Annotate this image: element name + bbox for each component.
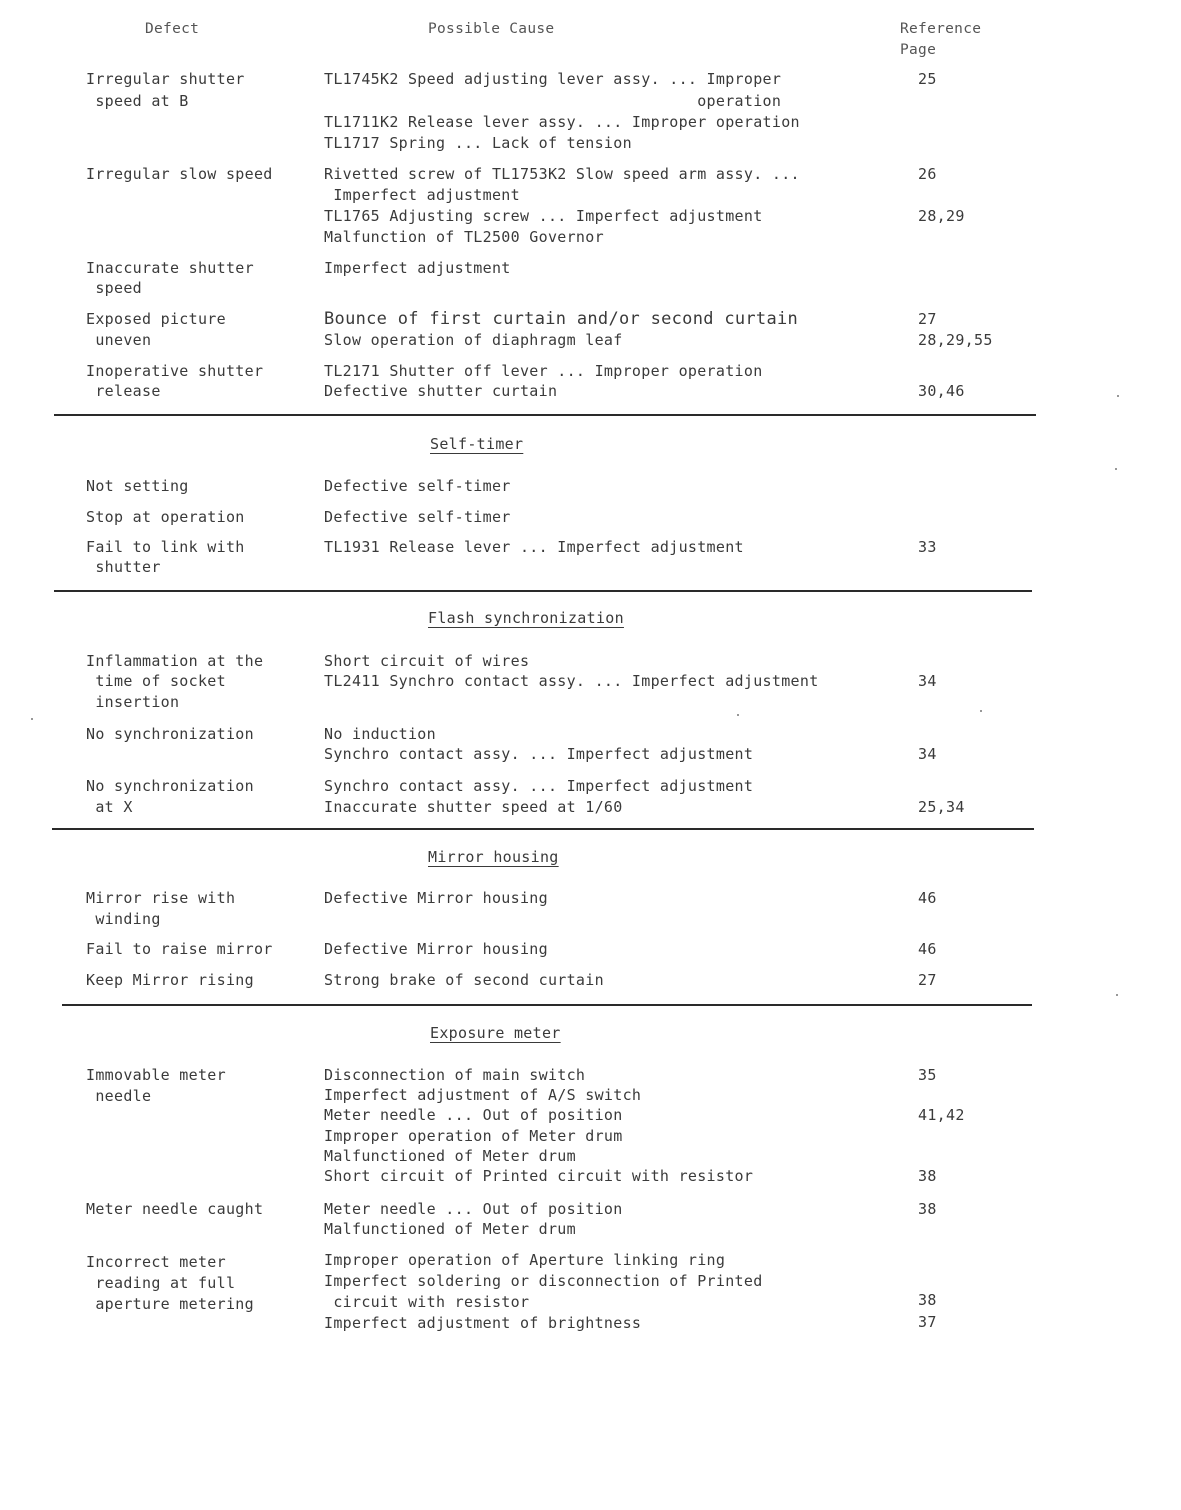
defect-label: winding [86, 910, 161, 928]
cause-text: Defective Mirror housing [324, 889, 548, 907]
cause-text: TL1765 Adjusting screw ... Imperfect adjustment [324, 207, 763, 225]
column-header-possible-cause: Possible Cause [428, 21, 555, 37]
defect-label: time of socket [86, 672, 226, 690]
cause-text: Improper operation of Meter drum [324, 1127, 623, 1145]
cause-text: TL1711K2 Release lever assy. ... Improper operation [324, 113, 800, 131]
defect-label: Fail to link with [86, 538, 245, 556]
defect-label: Meter needle caught [86, 1200, 264, 1218]
reference-page: 35 [918, 1066, 937, 1084]
defect-label: Mirror rise with [86, 889, 236, 907]
scan-speck [737, 714, 739, 716]
defect-label: Immovable meter [86, 1066, 226, 1084]
defect-label: Inoperative shutter [86, 362, 264, 380]
reference-page: 38 [918, 1200, 937, 1218]
defect-label: speed [86, 279, 142, 297]
defect-label: speed at B [86, 92, 189, 110]
cause-text: Bounce of first curtain and/or second curtain [324, 309, 799, 329]
defect-label: Irregular slow speed [86, 165, 273, 183]
reference-page: 38 [918, 1291, 937, 1309]
defect-label: aperture metering [86, 1295, 254, 1313]
cause-text: TL1931 Release lever ... Imperfect adjustment [324, 538, 744, 556]
defect-label: Not setting [86, 477, 189, 495]
section-title: Self-timer [430, 435, 524, 453]
cause-text: Synchro contact assy. ... Imperfect adjustment [324, 777, 754, 795]
reference-page: 34 [918, 745, 937, 763]
cause-text: Short circuit of Printed circuit with resistor [324, 1167, 754, 1185]
cause-text: Malfunctioned of Meter drum [324, 1220, 576, 1238]
cause-text: Imperfect adjustment [324, 186, 520, 204]
reference-page: 25 [918, 70, 937, 88]
cause-text: TL2411 Synchro contact assy. ... Imperfect adjustment [324, 672, 819, 690]
cause-text: Meter needle ... Out of position [324, 1106, 623, 1124]
scan-speck [1117, 395, 1119, 397]
reference-page: 41,42 [918, 1106, 965, 1124]
cause-text: Improper operation of Aperture linking ring [324, 1251, 726, 1269]
defect-label: uneven [86, 331, 152, 349]
defect-label: shutter [86, 558, 161, 576]
reference-page: 33 [918, 538, 937, 556]
defect-label: Exposed picture [86, 310, 226, 328]
scan-speck [1115, 468, 1117, 470]
cause-text: circuit with resistor [324, 1293, 530, 1311]
reference-page: 28,29,55 [918, 331, 993, 349]
column-header-defect: Defect [145, 21, 200, 37]
cause-text: Imperfect adjustment of brightness [324, 1314, 642, 1332]
section-divider [54, 590, 1032, 592]
cause-text: Imperfect adjustment [324, 259, 511, 277]
defect-label: insertion [86, 693, 180, 711]
defect-label: Inaccurate shutter [86, 259, 254, 277]
cause-text: Malfunction of TL2500 Governor [324, 228, 604, 246]
defect-label: reading at full [86, 1274, 236, 1292]
reference-page: 26 [918, 165, 937, 183]
cause-text: Synchro contact assy. ... Imperfect adjustment [324, 745, 754, 763]
defect-label: Incorrect meter [86, 1253, 226, 1271]
section-divider [54, 414, 1036, 416]
cause-text: Short circuit of wires [324, 652, 530, 670]
defect-label: Keep Mirror rising [86, 971, 254, 989]
cause-text: operation [324, 92, 782, 110]
reference-page: 27 [918, 310, 937, 328]
defect-label: release [86, 382, 161, 400]
reference-page: 30,46 [918, 382, 965, 400]
cause-text: Defective shutter curtain [324, 382, 558, 400]
reference-page: 28,29 [918, 207, 965, 225]
defect-label: Irregular shutter [86, 70, 245, 88]
reference-page: 25,34 [918, 798, 965, 816]
cause-text: TL2171 Shutter off lever ... Improper operation [324, 362, 763, 380]
cause-text: Rivetted screw of TL1753K2 Slow speed arm assy. ... [324, 165, 800, 183]
scan-speck [31, 718, 33, 720]
cause-text: Inaccurate shutter speed at 1/60 [324, 798, 623, 816]
defect-label: No synchronization [86, 777, 254, 795]
scan-speck [1116, 994, 1118, 996]
column-header-reference: Reference [900, 21, 982, 37]
cause-text: Imperfect adjustment of A/S switch [324, 1086, 642, 1104]
cause-text: No induction [324, 725, 436, 743]
cause-text: Imperfect soldering or disconnection of Printed [324, 1272, 763, 1290]
reference-page: 38 [918, 1167, 937, 1185]
reference-page: 46 [918, 940, 937, 958]
section-title: Exposure meter [430, 1024, 561, 1042]
cause-text: Defective Mirror housing [324, 940, 548, 958]
cause-text: Disconnection of main switch [324, 1066, 586, 1084]
section-title: Flash synchronization [428, 609, 624, 627]
cause-text: Defective self-timer [324, 508, 511, 526]
cause-text: TL1717 Spring ... Lack of tension [324, 134, 632, 152]
reference-page: 46 [918, 889, 937, 907]
section-divider [62, 1004, 1032, 1006]
cause-text: Strong brake of second curtain [324, 971, 604, 989]
section-title: Mirror housing [428, 848, 559, 866]
section-divider [52, 828, 1034, 830]
scan-speck [980, 710, 982, 712]
cause-text: Malfunctioned of Meter drum [324, 1147, 576, 1165]
reference-page: 27 [918, 971, 937, 989]
defect-label: at X [86, 798, 133, 816]
cause-text: Slow operation of diaphragm leaf [324, 331, 623, 349]
cause-text: Defective self-timer [324, 477, 511, 495]
cause-text: Meter needle ... Out of position [324, 1200, 623, 1218]
defect-label: Inflammation at the [86, 652, 264, 670]
defect-label: Stop at operation [86, 508, 245, 526]
cause-text: TL1745K2 Speed adjusting lever assy. ... Improper [324, 70, 782, 88]
reference-page: 37 [918, 1313, 937, 1331]
defect-label: needle [86, 1087, 152, 1105]
column-header-page: Page [900, 42, 937, 58]
defect-label: Fail to raise mirror [86, 940, 273, 958]
reference-page: 34 [918, 672, 937, 690]
defect-label: No synchronization [86, 725, 254, 743]
